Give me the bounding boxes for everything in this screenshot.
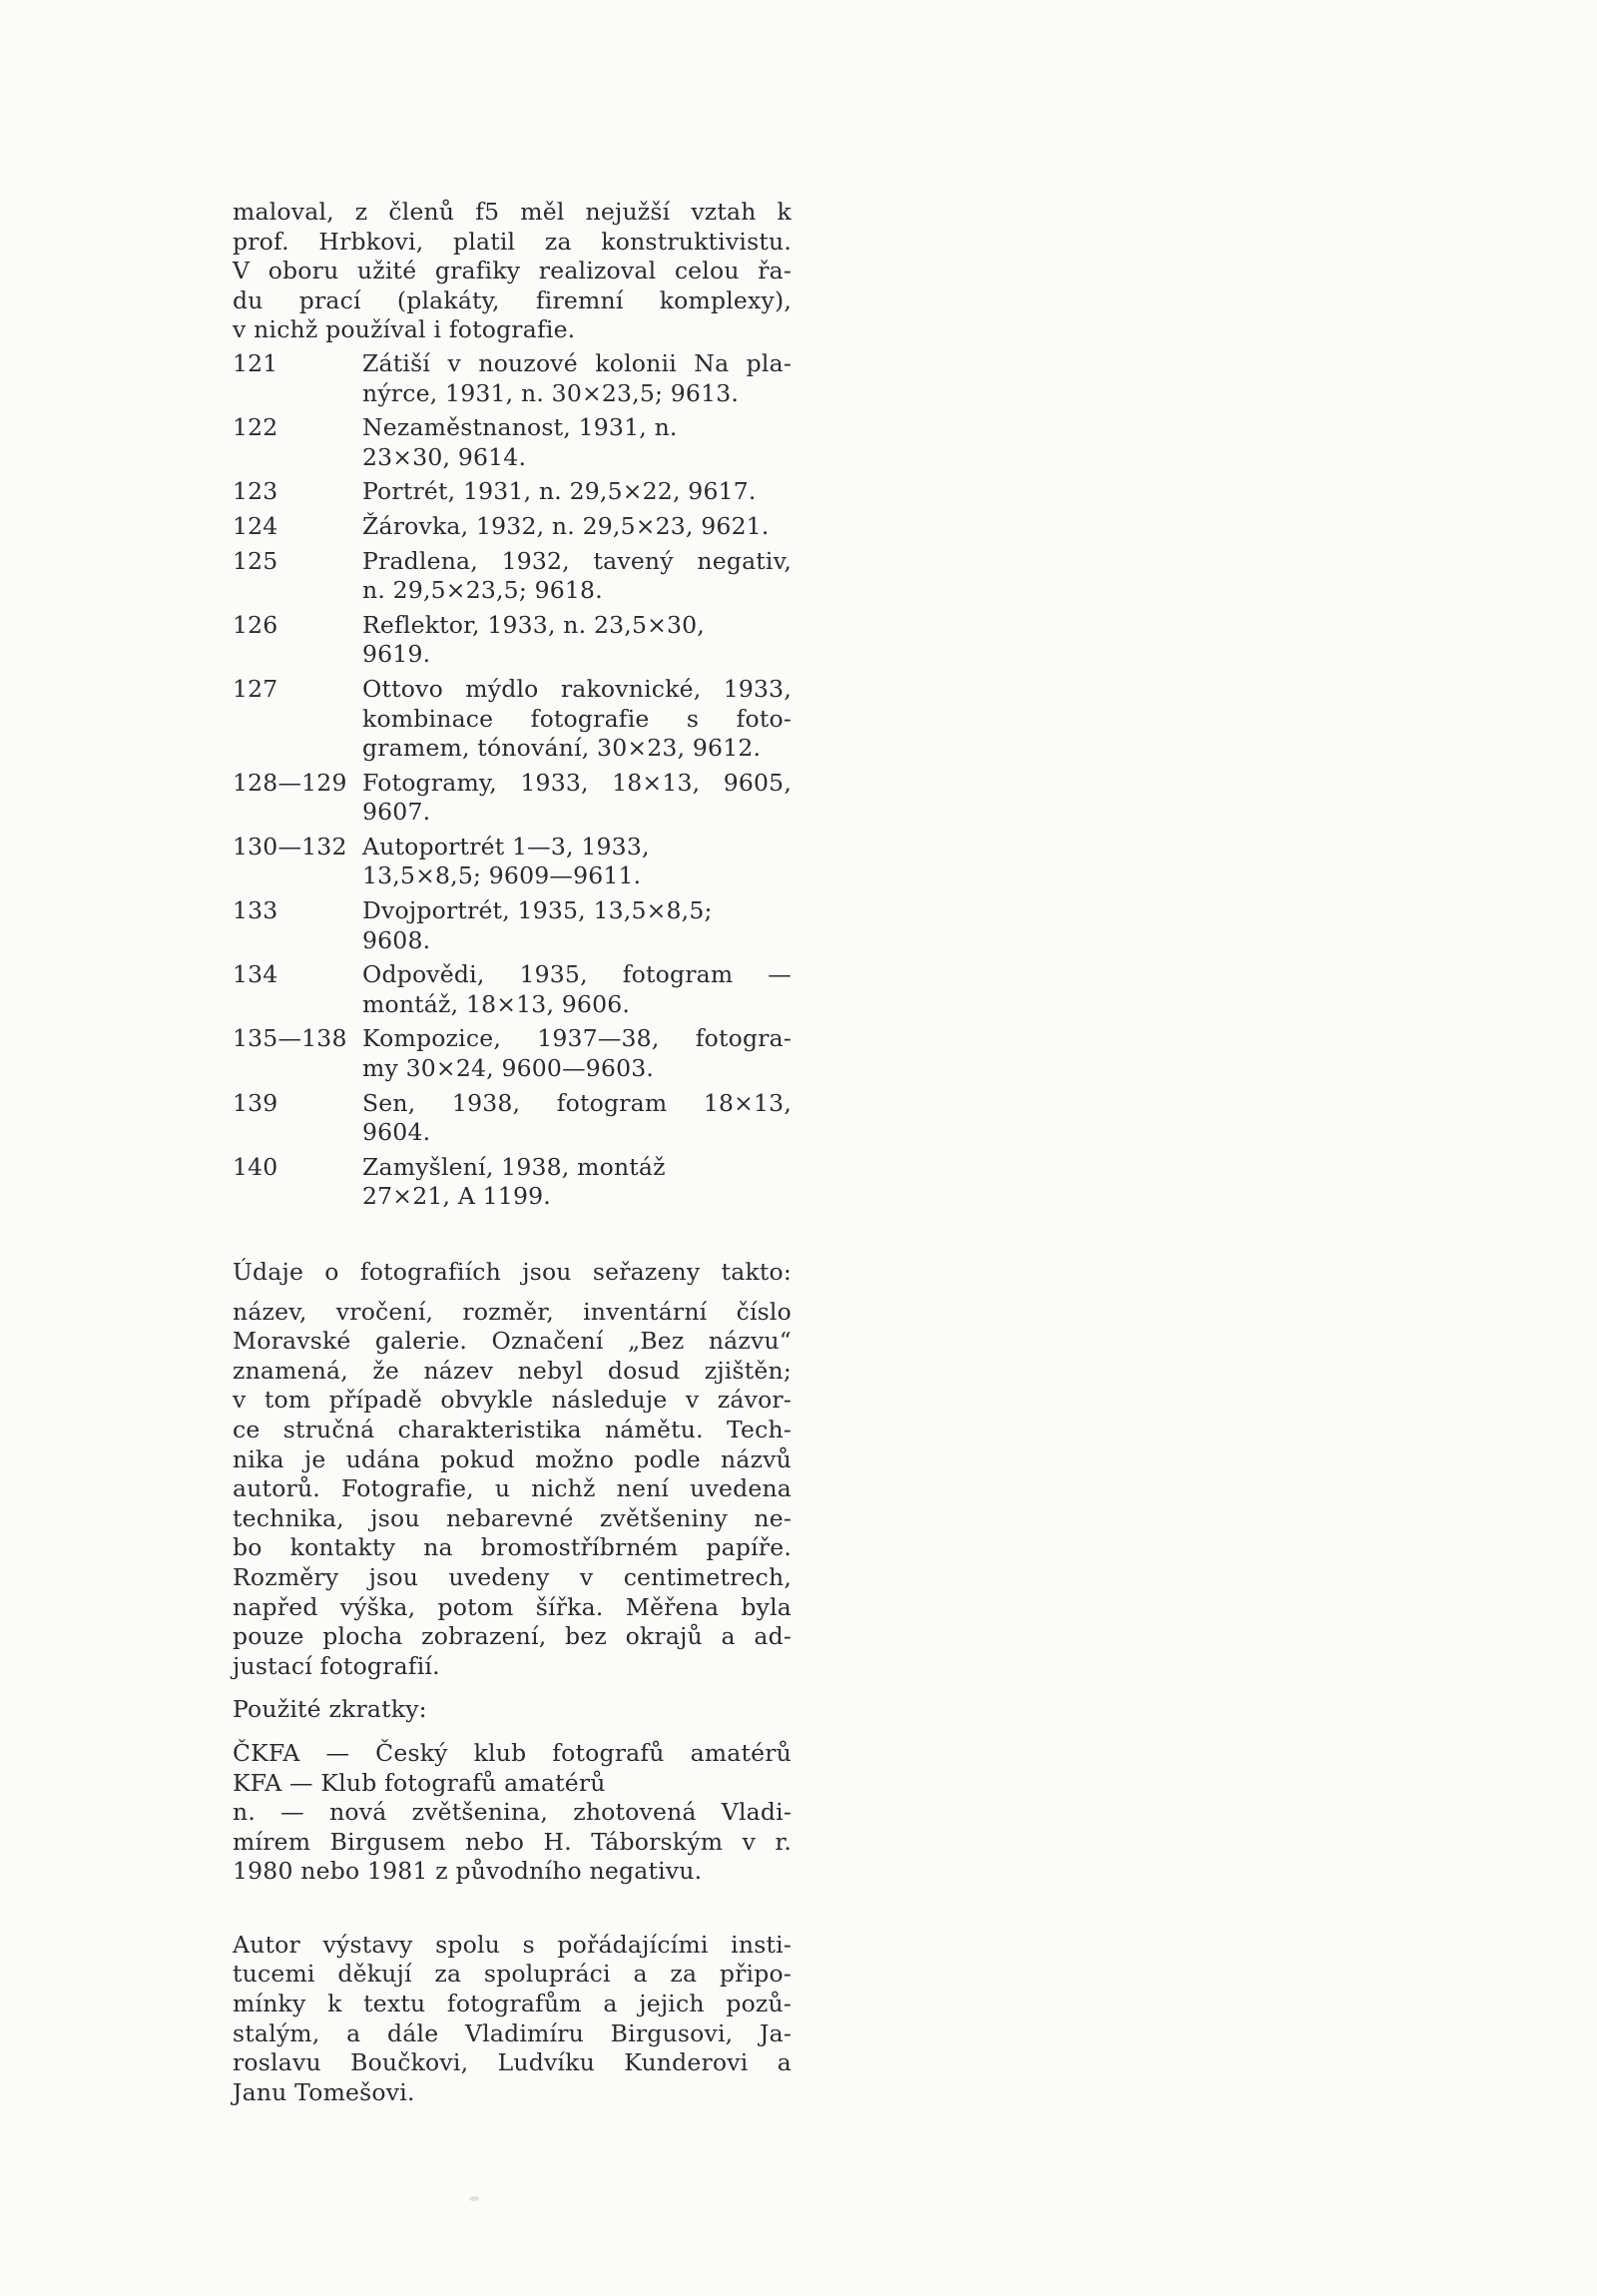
intro-paragraph [233,198,792,345]
acknowledgement-line: mínky k textu fotografům a jejich pozů- [233,1990,792,2018]
catalog-entry [233,512,792,542]
note-line: bo kontakty na bromostříbrném papíře. [233,1533,792,1562]
acknowledgement-line: Janu Tomešovi. [233,2077,415,2106]
catalog-text-line: Zátiší v nouzové kolonii Na pla- [362,348,792,377]
document-page [233,198,792,2107]
abbreviation-line: n. — nová zvětšenina, zhotovená Vladi- [233,1798,792,1827]
abbreviations-title: Použité zkratky: [233,1695,427,1724]
catalog-number: 121 [233,348,278,377]
note-line: napřed výška, potom šířka. Měřena byla [233,1592,792,1621]
abbreviation-line: 1980 nebo 1981 z původního negativu. [233,1857,703,1886]
acknowledgement-paragraph [233,1931,792,2108]
catalog-number: 130—132 [233,832,347,861]
catalog-entry [233,833,792,891]
catalog-entry [233,413,792,472]
intro-line: prof. Hrbkovi, platil za konstruktivistu. [233,227,792,256]
note-line: technika, jsou nebarevné zvětšeniny ne- [233,1503,792,1532]
acknowledgement-line: Autor výstavy spolu s pořádajícími insti- [233,1930,792,1959]
catalog-entry [233,960,792,1019]
catalog-text-line: 9608. [362,925,431,954]
explanatory-note [233,1258,792,1681]
catalog-text-line: Žárovka, 1932, n. 29,5×23, 9621. [362,511,770,540]
catalog-entry [233,349,792,408]
catalog-entry [233,547,792,606]
catalog-text-line: Sen, 1938, fotogram 18×13, [362,1088,792,1117]
catalog-entry [233,896,792,955]
catalog-text-line: Portrét, 1931, n. 29,5×22, 9617. [362,477,757,506]
catalog-text-line: Fotogramy, 1933, 18×13, 9605, [362,768,792,797]
catalog-text-line: gramem, tónování, 30×23, 9612. [362,734,762,763]
note-line: Rozměry jsou uvedeny v centimetrech, [233,1562,792,1591]
catalog-number: 127 [233,674,278,703]
catalog-text-line: Nezaměstnanost, 1931, n. [362,413,678,442]
catalog-number: 125 [233,546,278,575]
catalog-text-line: 27×21, A 1199. [362,1182,551,1211]
catalog-number: 135—138 [233,1024,347,1053]
note-line: v tom případě obvykle následuje v závor- [233,1386,792,1415]
catalog-entry [233,611,792,670]
note-heading-line: Údaje o fotografiích jsou seřazeny takto: [233,1258,792,1286]
catalog-number: 140 [233,1152,278,1181]
note-line: nika je udána pokud možno podle názvů [233,1444,792,1473]
catalog-text-line: my 30×24, 9600—9603. [362,1054,655,1083]
note-line: název, vročení, rozměr, inventární číslo [233,1297,792,1326]
catalog-number: 126 [233,610,278,639]
acknowledgement-line: stalým, a dále Vladimíru Birgusovi, Ja- [233,2018,792,2047]
acknowledgement-line: roslavu Boučkovi, Ludvíku Kunderovi a [233,2048,792,2077]
catalog-text-line: 13,5×8,5; 9609—9611. [362,861,642,890]
catalog-text-line: 9607. [362,798,431,827]
catalog-number: 122 [233,413,278,442]
catalog-text-line: Reflektor, 1933, n. 23,5×30, [362,610,705,639]
paper-speck [469,2196,479,2201]
catalog-number: 133 [233,896,278,925]
note-line: Moravské galerie. Označení „Bez názvu“ [233,1327,792,1356]
catalog-number: 134 [233,960,278,989]
catalog-list [233,349,792,1212]
intro-line: maloval, z členů f5 měl nejužší vztah k [233,198,792,226]
catalog-text-line: n. 29,5×23,5; 9618. [362,576,603,605]
catalog-text-line: 23×30, 9614. [362,442,527,471]
catalog-number: 124 [233,511,278,540]
intro-line: V oboru užité grafiky realizoval celou řa- [233,257,792,286]
note-line: znamená, že název nebyl dosud zjištěn; [233,1356,792,1385]
abbreviation-line: ČKFA — Český klub fotografů amatérů [233,1738,792,1767]
intro-line: v nichž používal i fotografie. [233,315,576,344]
catalog-text-line: 9619. [362,640,431,669]
catalog-entry [233,1024,792,1083]
abbreviation-line: KFA — Klub fotografů amatérů [233,1768,606,1797]
catalog-number: 139 [233,1088,278,1117]
catalog-text-line: Odpovědi, 1935, fotogram — [362,960,792,989]
catalog-text-line: Dvojportrét, 1935, 13,5×8,5; [362,896,713,925]
catalog-text-line: kombinace fotografie s foto- [362,704,792,733]
catalog-text-line: montáž, 18×13, 9606. [362,989,631,1018]
catalog-number: 123 [233,477,278,506]
catalog-text-line: nýrce, 1931, n. 30×23,5; 9613. [362,378,740,407]
catalog-entry [233,1089,792,1148]
catalog-entry [233,769,792,828]
note-line: justací fotografií. [233,1651,440,1680]
catalog-text-line: Pradlena, 1932, tavený negativ, [362,546,792,575]
catalog-text-line: 9604. [362,1118,431,1147]
note-line: ce stručná charakteristika námětu. Tech- [233,1415,792,1443]
catalog-entry [233,1153,792,1212]
note-line: autorů. Fotografie, u nichž není uvedena [233,1474,792,1503]
abbreviations-list [233,1739,792,1887]
acknowledgement-line: tucemi děkují za spolupráci a za připo- [233,1960,792,1989]
catalog-text-line: Autoportrét 1—3, 1933, [362,832,650,861]
catalog-text-line: Ottovo mýdlo rakovnické, 1933, [362,674,792,703]
catalog-text-line: Zamyšlení, 1938, montáž [362,1152,666,1181]
catalog-text-line: Kompozice, 1937—38, fotogra- [362,1024,792,1053]
catalog-entry [233,675,792,764]
abbreviation-line: mírem Birgusem nebo H. Táborským v r. [233,1827,792,1856]
catalog-number: 128—129 [233,768,347,797]
note-line: pouze plocha zobrazení, bez okrajů a ad- [233,1622,792,1651]
catalog-entry [233,477,792,507]
intro-line: du prací (plakáty, firemní komplexy), [233,286,792,314]
